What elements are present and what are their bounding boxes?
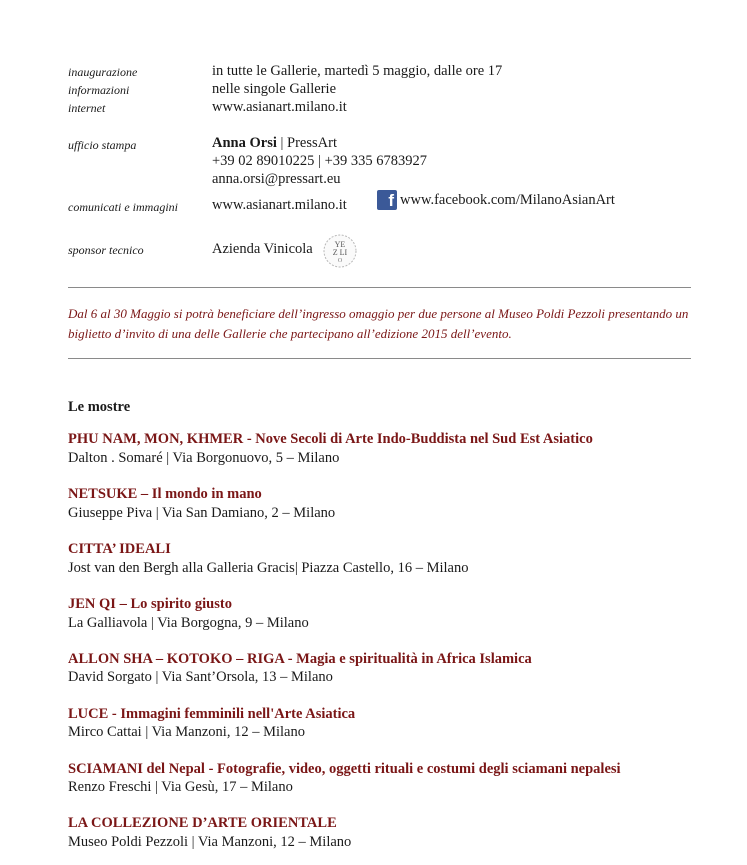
- exhibition-venue: Mirco Cattai | Via Manzoni, 12 – Milano: [68, 724, 305, 740]
- section-title: Le mostre: [68, 399, 131, 415]
- contact-agency: | PressArt: [276, 135, 337, 151]
- exhibition-title: JEN QI – Lo spirito giusto: [68, 596, 232, 612]
- exhibition-venue: Dalton . Somaré | Via Borgonuovo, 5 – Milano: [68, 450, 340, 466]
- exhibition-title: NETSUKE – Il mondo in mano: [68, 486, 262, 502]
- sponsor-value: Azienda Vinicola: [212, 241, 313, 257]
- facebook-link[interactable]: [377, 190, 615, 210]
- exhibition-title: LUCE - Immagini femminili nell'Arte Asiatica: [68, 706, 356, 722]
- exhibition-title: CITTA’ IDEALI: [68, 541, 171, 557]
- inaugurazione-label: inaugurazione: [68, 65, 138, 79]
- contact-phone: +39 02 89010225 | +39 335 6783927: [212, 153, 428, 169]
- sponsor-label: sponsor tecnico: [68, 243, 144, 257]
- ufficio-stampa-label: ufficio stampa: [68, 138, 137, 152]
- exhibition-title: SCIAMANI del Nepal - Fotografie, video, oggetti rituali e costumi degli sciamani nepalesi: [68, 761, 621, 777]
- inaugurazione-value: in tutte le Gallerie, martedì 5 maggio, dalle ore 17: [212, 63, 503, 79]
- contact-email[interactable]: anna.orsi@pressart.eu: [212, 171, 341, 187]
- comunicati-label: comunicati e immagini: [68, 200, 178, 214]
- internet-label: internet: [68, 101, 106, 115]
- ufficio-stampa-contact: [212, 135, 337, 152]
- exhibition-title: ALLON SHA – KOTOKO – RIGA - Magia e spiritualità in Africa Islamica: [68, 651, 532, 667]
- facebook-icon: f: [377, 190, 397, 210]
- informazioni-label: informazioni: [68, 83, 130, 97]
- exhibition-venue: Giuseppe Piva | Via San Damiano, 2 – Milano: [68, 505, 336, 521]
- exhibition-venue: Renzo Freschi | Via Gesù, 17 – Milano: [68, 779, 293, 795]
- svg-text:Z LI: Z LI: [332, 248, 348, 257]
- informazioni-value: nelle singole Gallerie: [212, 81, 337, 97]
- exhibition-title: LA COLLEZIONE D’ARTE ORIENTALE: [68, 815, 337, 831]
- svg-text:O: O: [337, 258, 343, 264]
- comunicati-link[interactable]: www.asianart.milano.it: [212, 197, 347, 213]
- exhibition-venue: Museo Poldi Pezzoli | Via Manzoni, 12 – Milano: [68, 834, 352, 850]
- promo-note: Dal 6 al 30 Maggio si potrà beneficiare dell’ingresso omaggio per due persone al Museo Poldi Pezzoli presentando un biglietto d’invito di una delle Gallerie che partecipano all’edizione 2015 dell’evento.: [68, 306, 689, 341]
- divider-top: [68, 287, 691, 288]
- facebook-url: www.facebook.com/MilanoAsianArt: [400, 191, 615, 208]
- sponsor-logo-icon: [322, 233, 358, 269]
- svg-text:YE: YE: [334, 240, 346, 249]
- exhibition-venue: David Sorgato | Via Sant’Orsola, 13 – Milano: [68, 669, 333, 685]
- exhibition-venue: Jost van den Bergh alla Galleria Gracis| Piazza Castello, 16 – Milano: [68, 560, 469, 576]
- internet-link[interactable]: www.asianart.milano.it: [212, 99, 347, 115]
- contact-name: Anna Orsi: [212, 135, 277, 151]
- exhibition-title: PHU NAM, MON, KHMER - Nove Secoli di Arte Indo-Buddista nel Sud Est Asiatico: [68, 431, 593, 447]
- divider-bottom: [68, 358, 691, 359]
- exhibition-venue: La Galliavola | Via Borgogna, 9 – Milano: [68, 615, 309, 631]
